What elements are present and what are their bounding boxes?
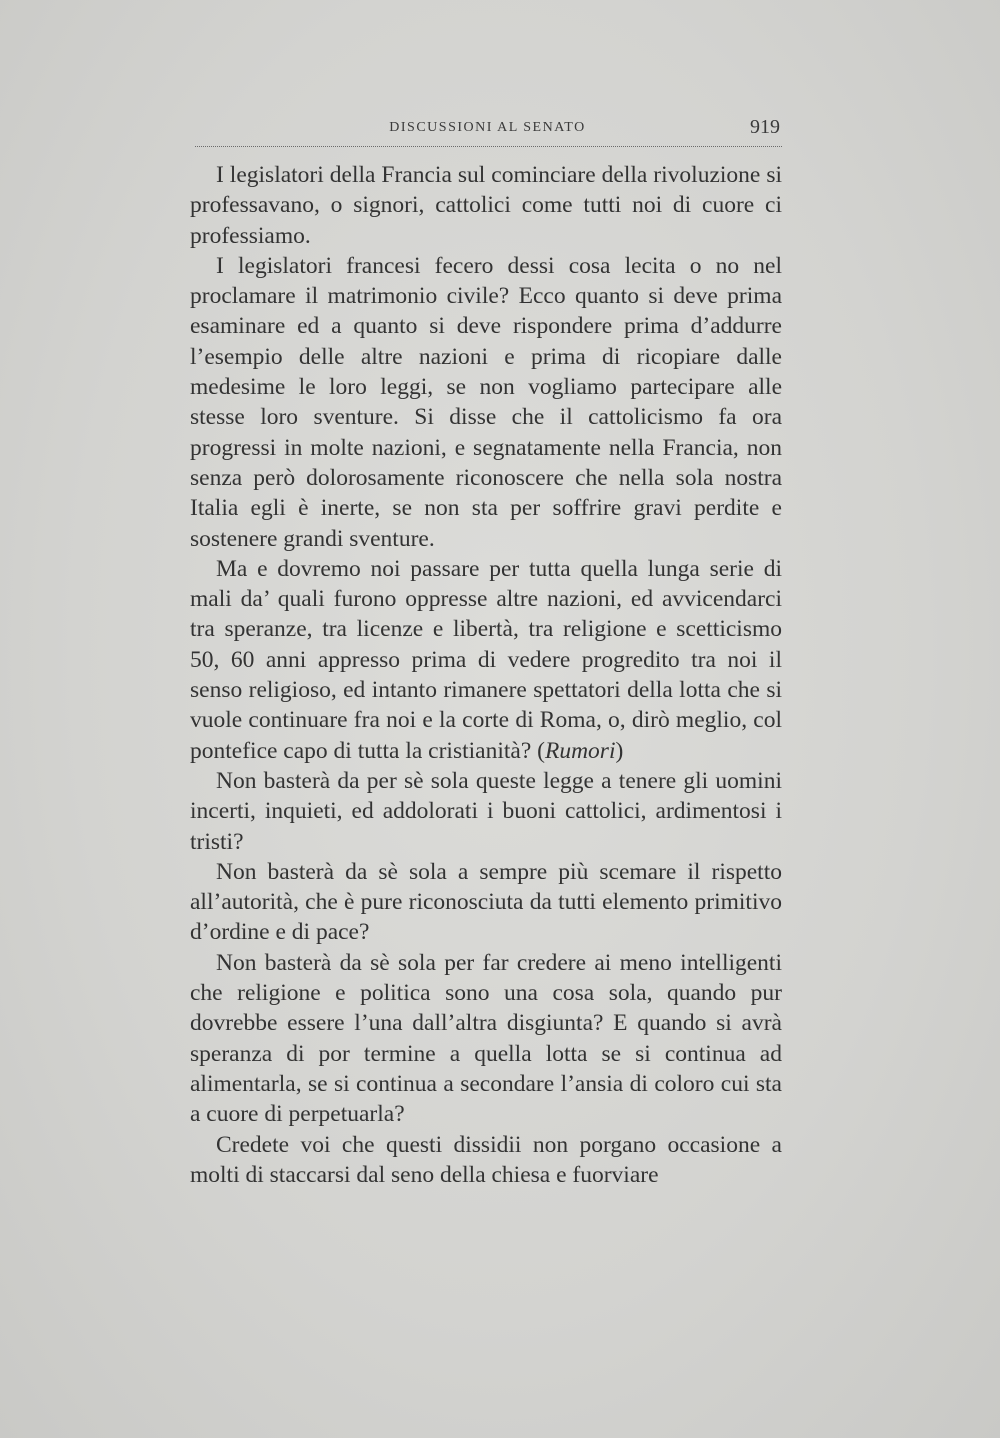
paragraph-3: Ma e dovremo noi passare per tutta quella lunga serie di mali da’ quali furono oppresse altre nazioni, ed avvicendarci tra speranze, tra licenze e libertà, tra religione e scetticismo 50, 60 anni appresso prima di vedere progredito tra noi il senso religioso, ed intanto rimanere spettatori della lotta che si vuole continuare fra noi e la corte di Roma, o, dirò meglio, col pontefice capo di tutta la cristianità? (Rumori) [190,555,782,764]
running-title: DISCUSSIONI AL SENATO [389,120,586,135]
body-text [190,160,782,1190]
header-rule [195,146,782,147]
paragraph-7: Credete voi che questi dissidii non porgano occasione a molti di staccarsi dal seno della chiesa e fuorviare [190,1131,782,1188]
page-number: 919 [750,116,780,138]
paragraph-1: I legislatori della Francia sul cominciare della rivoluzione si professavano, o signori, cattolici come tutti noi di cuore ci professiamo. [190,162,782,249]
paragraph-3-text: Ma e dovremo noi passare per tutta quella lunga serie di mali da’ quali furono oppresse altre nazioni, ed avvicendarci tra speranze, tra licenze e libertà, tra religione e scetticismo 50, 60 anni appresso prima di vedere progredito tra noi il senso religioso, ed intanto rimanere spettatori della lotta che si vuole continuare fra noi e la corte di Roma, o, dirò meglio, col pontefice capo di tutta la cristianità? [190,555,782,764]
paragraph-2: I legislatori francesi fecero dessi cosa lecita o no nel proclamare il matrimonio civile? Ecco quanto si deve prima esaminare ed a quanto si deve rispondere prima d’addurre l’esempio delle altre nazioni e prima di ricopiare dalle medesime le loro leggi, se non vogliamo partecipare alle stesse loro sventure. Si disse che il cattolicismo fa ora progressi in molte nazioni, e segnatamente nella Francia, non senza però dolorosamente riconoscere che nella sola nostra Italia egli è inerte, se non sta per soffrire gravi perdite e sostenere grandi sventure. [190,252,782,552]
stage-direction: Rumori [544,737,616,764]
paragraph-6: Non basterà da sè sola per far credere ai meno intelligenti che religione e politica sono una cosa sola, quando pur dovrebbe essere l’una dall’altra disgiunta? E quando si avrà speranza di por termine a quella lotta se si continua ad alimentarla, se si continua a secondare l’ansia di coloro cui sta a cuore di perpetuarla? [190,949,782,1128]
paragraph-5: Non basterà da sè sola a sempre più scemare il rispetto all’autorità, che è pure riconosciuta da tutti elemento primitivo d’ordine e di pace? [190,858,782,946]
paragraph-4: Non basterà da per sè sola queste legge a tenere gli uomini incerti, inquieti, ed addolorati i buoni cattolici, ardimentosi i tristi? [190,767,782,855]
